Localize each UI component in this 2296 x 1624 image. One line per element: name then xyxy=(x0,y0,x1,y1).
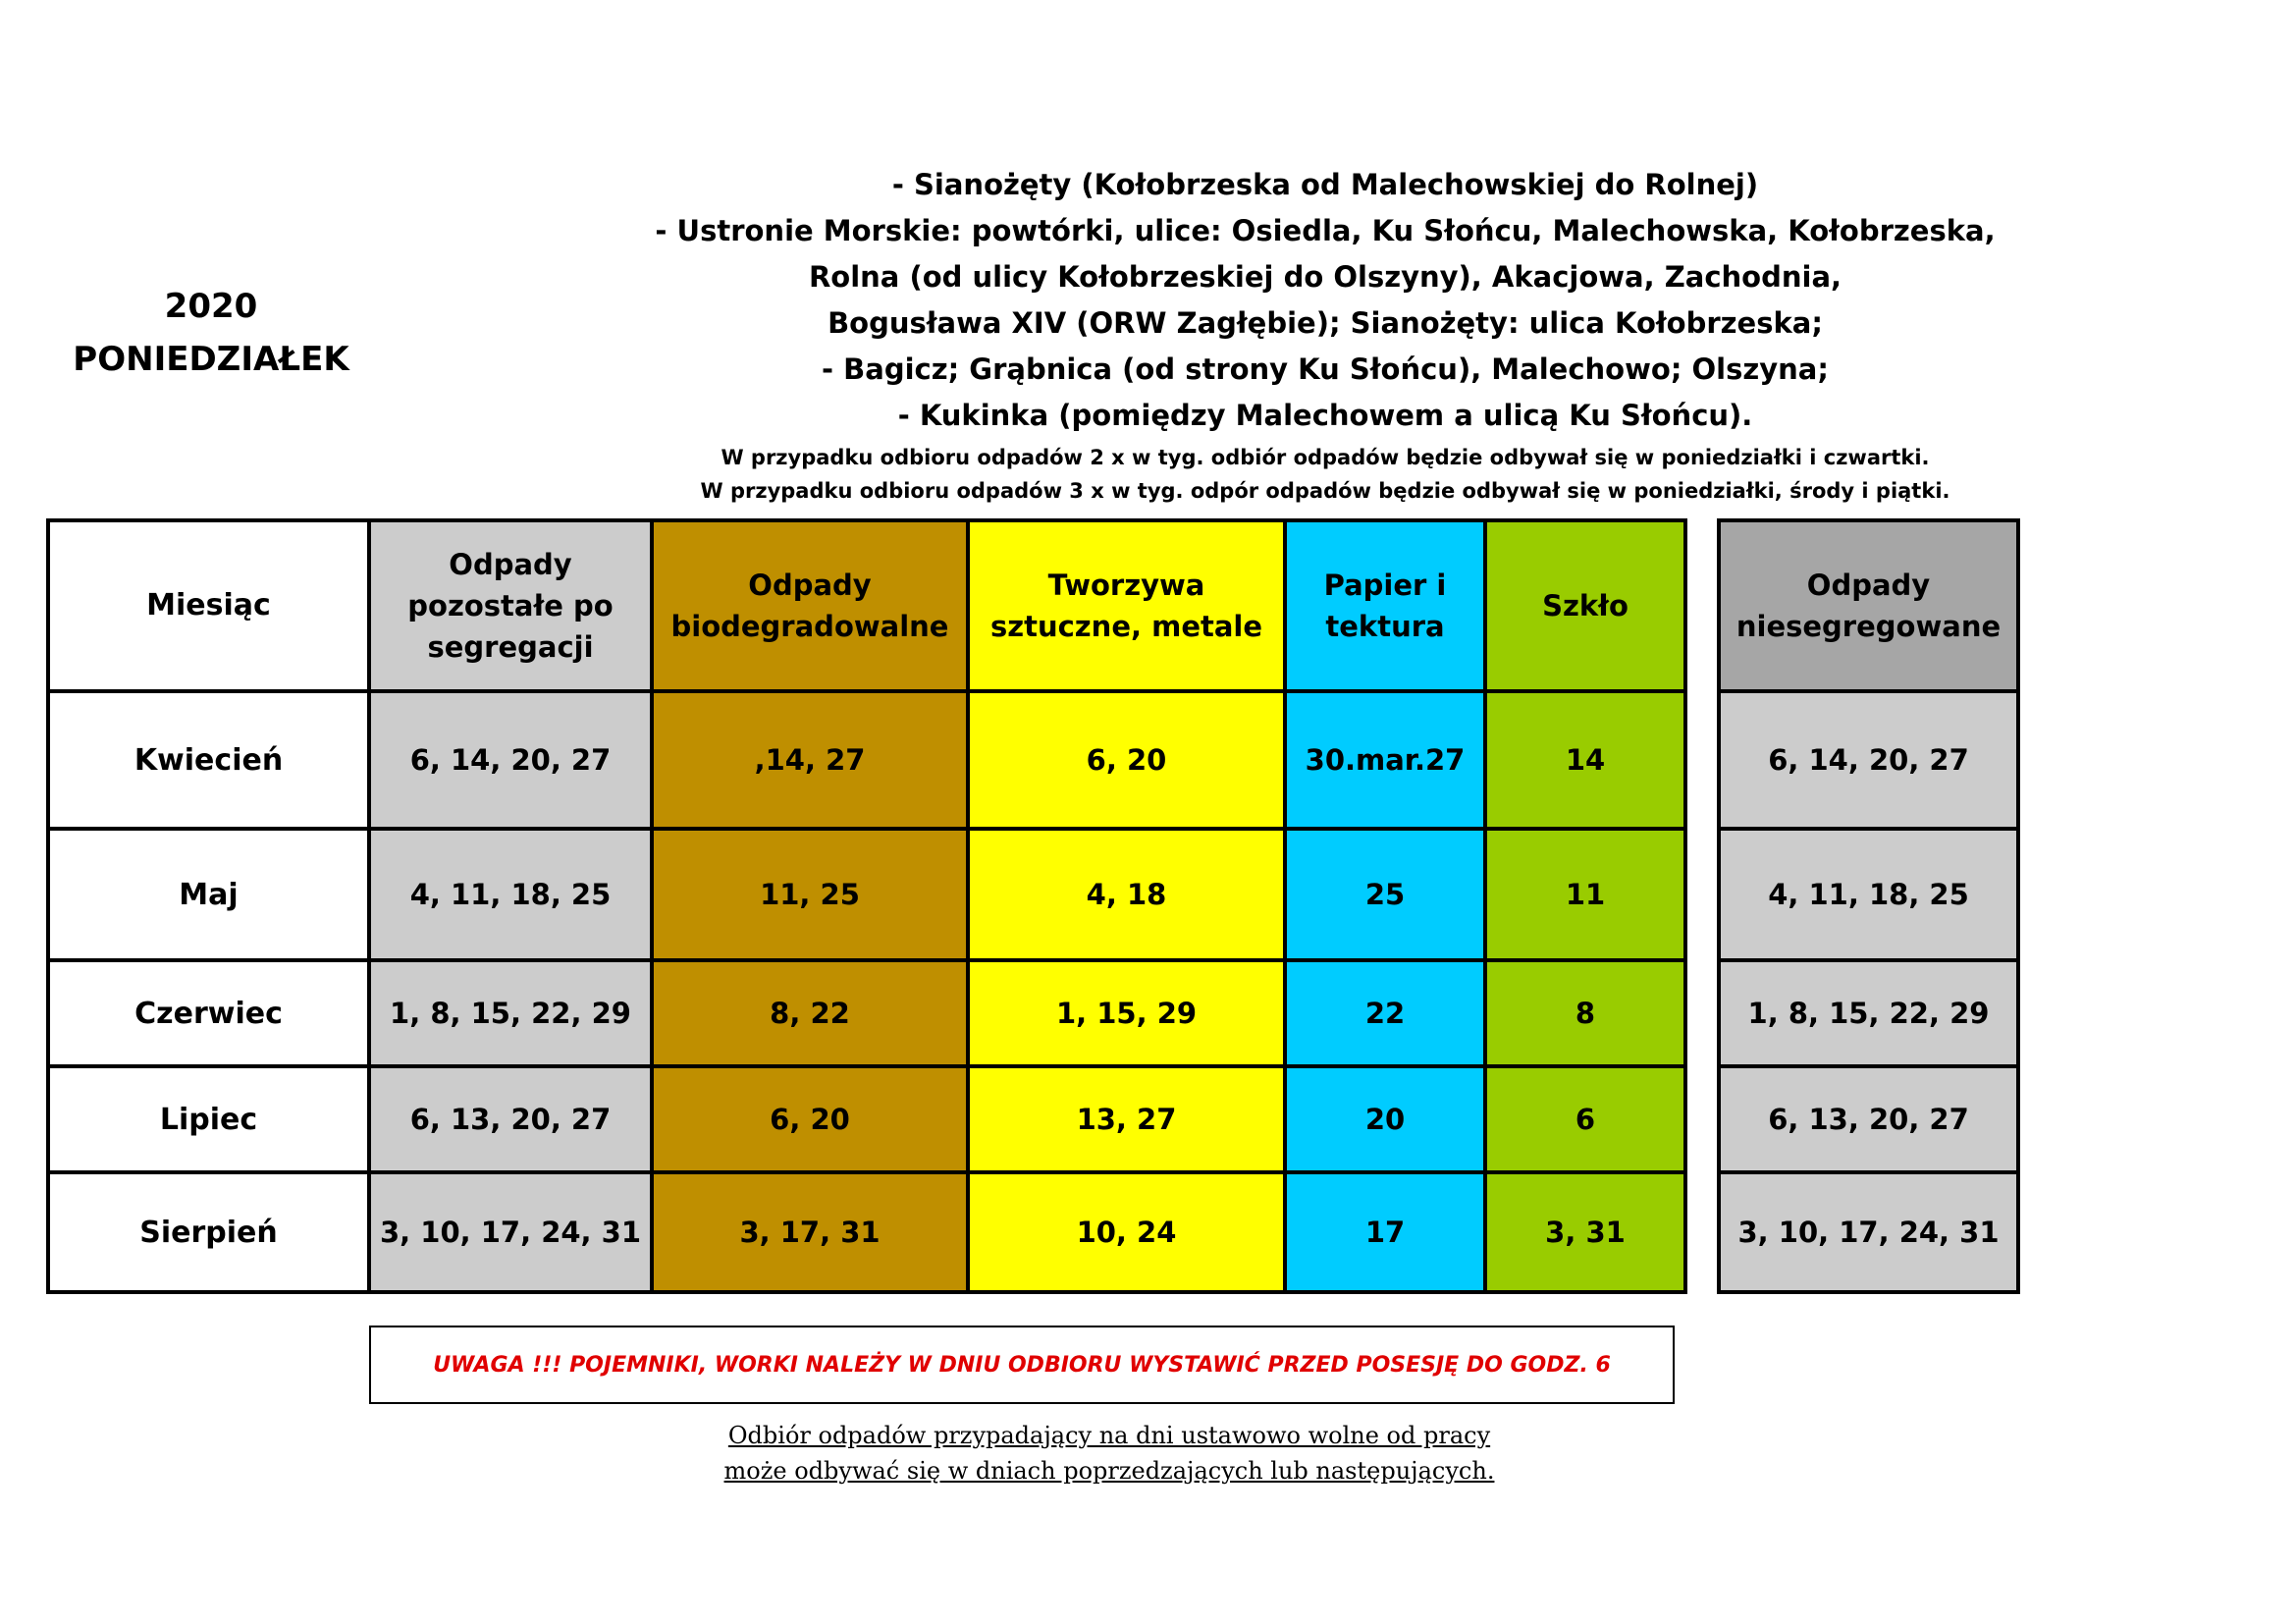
table-header-row xyxy=(48,520,2018,691)
holiday-footnote xyxy=(648,1418,1571,1489)
area-line: - Ustronie Morskie: powtórki, ulice: Osiedla, Ku Słońcu, Malechowska, Kołobrzeska, xyxy=(655,214,1996,247)
plastics-dates-cell: 13, 27 xyxy=(968,1066,1285,1172)
column-gap xyxy=(1685,829,1719,960)
notice-box xyxy=(369,1326,1675,1404)
frequency-note: W przypadku odbioru odpadów 2 x w tyg. odbiór odpadów będzie odbywał się w poniedziałki i czwartki. xyxy=(721,446,1930,469)
collection-schedule-table xyxy=(46,518,2020,1294)
table-row xyxy=(48,960,2018,1066)
plastics-dates-cell: 1, 15, 29 xyxy=(968,960,1285,1066)
area-line: - Bagicz; Grąbnica (od strony Ku Słońcu), Malechowo; Olszyna; xyxy=(822,352,1829,386)
plastics-dates-cell: 6, 20 xyxy=(968,691,1285,829)
table-row xyxy=(48,829,2018,960)
table-row xyxy=(48,691,2018,829)
paper-dates-cell: 30.mar.27 xyxy=(1285,691,1485,829)
bio-dates-cell: 3, 17, 31 xyxy=(652,1172,968,1292)
header-residual-waste: Odpady pozostałe po segregacji xyxy=(369,520,652,691)
glass-dates-cell: 3, 31 xyxy=(1485,1172,1685,1292)
column-gap xyxy=(1685,691,1719,829)
unsegregated-dates-cell: 1, 8, 15, 22, 29 xyxy=(1719,960,2018,1066)
area-line: Bogusława XIV (ORW Zagłębie); Sianożęty: ulica Kołobrzeska; xyxy=(828,306,1823,340)
header-biodegradable-waste: Odpady biodegradowalne xyxy=(652,520,968,691)
plastics-dates-cell: 10, 24 xyxy=(968,1172,1285,1292)
bio-dates-cell: 8, 22 xyxy=(652,960,968,1066)
month-cell: Sierpień xyxy=(48,1172,369,1292)
month-cell: Czerwiec xyxy=(48,960,369,1066)
bio-dates-cell: 6, 20 xyxy=(652,1066,968,1172)
month-cell: Maj xyxy=(48,829,369,960)
column-gap xyxy=(1685,1066,1719,1172)
unsegregated-dates-cell: 6, 13, 20, 27 xyxy=(1719,1066,2018,1172)
header-glass: Szkło xyxy=(1485,520,1685,691)
frequency-note: W przypadku odbioru odpadów 3 x w tyg. odpór odpadów będzie odbywał się w poniedziałki, środy i piątki. xyxy=(700,479,1950,503)
header-month: Miesiąc xyxy=(48,520,369,691)
glass-dates-cell: 8 xyxy=(1485,960,1685,1066)
weekday-label: PONIEDZIAŁEK xyxy=(73,340,349,379)
notice-text: UWAGA !!! POJEMNIKI, WORKI NALEŻY W DNIU ODBIORU WYSTAWIĆ PRZED POSESJĘ DO GODZ. 6 xyxy=(433,1352,1611,1378)
bio-dates-cell: 11, 25 xyxy=(652,829,968,960)
residual-dates-cell: 3, 10, 17, 24, 31 xyxy=(369,1172,652,1292)
column-gap xyxy=(1685,1172,1719,1292)
month-cell: Kwiecień xyxy=(48,691,369,829)
residual-dates-cell: 6, 14, 20, 27 xyxy=(369,691,652,829)
area-line: - Kukinka (pomiędzy Malechowem a ulicą Ku Słońcu). xyxy=(897,399,1753,432)
residual-dates-cell: 4, 11, 18, 25 xyxy=(369,829,652,960)
month-cell: Lipiec xyxy=(48,1066,369,1172)
area-line: Rolna (od ulicy Kołobrzeskiej do Olszyny), Akacjowa, Zachodnia, xyxy=(808,260,1842,294)
footnote-line: może odbywać się w dniach poprzedzających lub następujących. xyxy=(723,1457,1495,1485)
column-gap xyxy=(1685,960,1719,1066)
residual-dates-cell: 6, 13, 20, 27 xyxy=(369,1066,652,1172)
year-label: 2020 xyxy=(164,287,258,326)
paper-dates-cell: 25 xyxy=(1285,829,1485,960)
paper-dates-cell: 20 xyxy=(1285,1066,1485,1172)
footnote-line: Odbiór odpadów przypadający na dni ustawowo wolne od pracy xyxy=(727,1422,1491,1449)
unsegregated-dates-cell: 4, 11, 18, 25 xyxy=(1719,829,2018,960)
header-unsegregated-waste: Odpady niesegregowane xyxy=(1719,520,2018,691)
table-row xyxy=(48,1172,2018,1292)
glass-dates-cell: 6 xyxy=(1485,1066,1685,1172)
column-gap xyxy=(1685,520,1719,691)
unsegregated-dates-cell: 6, 14, 20, 27 xyxy=(1719,691,2018,829)
plastics-dates-cell: 4, 18 xyxy=(968,829,1285,960)
paper-dates-cell: 17 xyxy=(1285,1172,1485,1292)
area-description xyxy=(412,162,2238,508)
table-row xyxy=(48,1066,2018,1172)
header-plastics-metals: Tworzywa sztuczne, metale xyxy=(968,520,1285,691)
year-block xyxy=(59,280,363,386)
bio-dates-cell: ,14, 27 xyxy=(652,691,968,829)
area-line: - Sianożęty (Kołobrzeska od Malechowskiej do Rolnej) xyxy=(891,168,1759,201)
glass-dates-cell: 11 xyxy=(1485,829,1685,960)
glass-dates-cell: 14 xyxy=(1485,691,1685,829)
unsegregated-dates-cell: 3, 10, 17, 24, 31 xyxy=(1719,1172,2018,1292)
paper-dates-cell: 22 xyxy=(1285,960,1485,1066)
header-paper: Papier i tektura xyxy=(1285,520,1485,691)
residual-dates-cell: 1, 8, 15, 22, 29 xyxy=(369,960,652,1066)
